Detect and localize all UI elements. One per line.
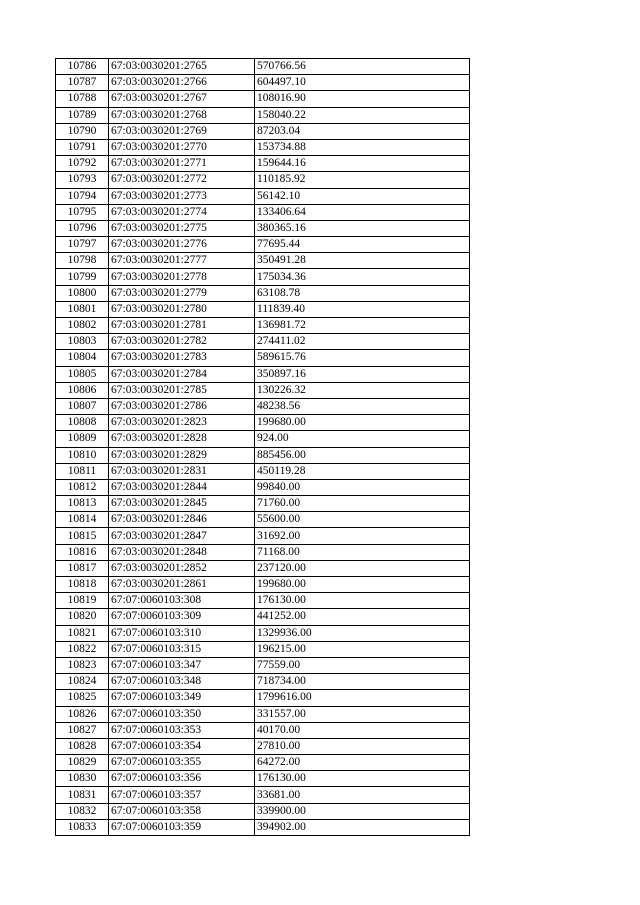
cadastral-value-cell: 924.00 xyxy=(255,431,470,447)
cadastral-value-cell: 111839.40 xyxy=(255,301,470,317)
cadastral-number-cell: 67:03:0030201:2831 xyxy=(109,463,255,479)
row-number-cell: 10820 xyxy=(56,609,109,625)
row-number-cell: 10797 xyxy=(56,237,109,253)
cadastral-number-cell: 67:03:0030201:2768 xyxy=(109,107,255,123)
cadastral-number-cell: 67:03:0030201:2770 xyxy=(109,139,255,155)
cadastral-number-cell: 67:07:0060103:354 xyxy=(109,738,255,754)
row-number-cell: 10833 xyxy=(56,819,109,835)
cadastral-number-cell: 67:03:0030201:2782 xyxy=(109,334,255,350)
cadastral-value-cell: 130226.32 xyxy=(255,382,470,398)
row-number-cell: 10801 xyxy=(56,301,109,317)
cadastral-value-cell: 64272.00 xyxy=(255,755,470,771)
cadastral-number-cell: 67:03:0030201:2861 xyxy=(109,577,255,593)
row-number-cell: 10825 xyxy=(56,690,109,706)
row-number-cell: 10827 xyxy=(56,722,109,738)
row-number-cell: 10802 xyxy=(56,318,109,334)
cadastral-value-cell: 71760.00 xyxy=(255,496,470,512)
table-row xyxy=(56,722,470,738)
table-row xyxy=(56,350,470,366)
row-number-cell: 10786 xyxy=(56,59,109,75)
row-number-cell: 10799 xyxy=(56,269,109,285)
row-number-cell: 10829 xyxy=(56,755,109,771)
cadastral-number-cell: 67:07:0060103:355 xyxy=(109,755,255,771)
row-number-cell: 10823 xyxy=(56,657,109,673)
row-number-cell: 10826 xyxy=(56,706,109,722)
cadastral-number-cell: 67:07:0060103:308 xyxy=(109,593,255,609)
row-number-cell: 10788 xyxy=(56,91,109,107)
cadastral-value-cell: 237120.00 xyxy=(255,560,470,576)
table-row xyxy=(56,819,470,835)
table-row xyxy=(56,657,470,673)
cadastral-number-cell: 67:03:0030201:2775 xyxy=(109,220,255,236)
cadastral-value-cell: 159644.16 xyxy=(255,156,470,172)
row-number-cell: 10790 xyxy=(56,123,109,139)
row-number-cell: 10795 xyxy=(56,204,109,220)
cadastral-number-cell: 67:03:0030201:2779 xyxy=(109,285,255,301)
table-row xyxy=(56,123,470,139)
table-row xyxy=(56,366,470,382)
cadastral-value-cell: 56142.10 xyxy=(255,188,470,204)
row-number-cell: 10798 xyxy=(56,253,109,269)
row-number-cell: 10811 xyxy=(56,463,109,479)
row-number-cell: 10791 xyxy=(56,139,109,155)
cadastral-value-cell: 274411.02 xyxy=(255,334,470,350)
cadastral-value-cell: 176130.00 xyxy=(255,771,470,787)
cadastral-number-cell: 67:03:0030201:2778 xyxy=(109,269,255,285)
cadastral-number-cell: 67:07:0060103:359 xyxy=(109,819,255,835)
table-row xyxy=(56,75,470,91)
table-row xyxy=(56,593,470,609)
cadastral-value-cell: 339900.00 xyxy=(255,803,470,819)
row-number-cell: 10818 xyxy=(56,577,109,593)
cadastral-value-cell: 380365.16 xyxy=(255,220,470,236)
row-number-cell: 10828 xyxy=(56,738,109,754)
table-row xyxy=(56,560,470,576)
row-number-cell: 10812 xyxy=(56,479,109,495)
cadastral-number-cell: 67:07:0060103:348 xyxy=(109,674,255,690)
table-row xyxy=(56,301,470,317)
row-number-cell: 10832 xyxy=(56,803,109,819)
row-number-cell: 10787 xyxy=(56,75,109,91)
cadastral-value-cell: 450119.28 xyxy=(255,463,470,479)
row-number-cell: 10813 xyxy=(56,496,109,512)
cadastral-value-table xyxy=(55,58,470,836)
cadastral-value-cell: 175034.36 xyxy=(255,269,470,285)
cadastral-number-cell: 67:07:0060103:350 xyxy=(109,706,255,722)
cadastral-value-cell: 99840.00 xyxy=(255,479,470,495)
row-number-cell: 10814 xyxy=(56,512,109,528)
row-number-cell: 10796 xyxy=(56,220,109,236)
cadastral-value-cell: 196215.00 xyxy=(255,641,470,657)
cadastral-value-cell: 77695.44 xyxy=(255,237,470,253)
table-body xyxy=(56,59,470,836)
row-number-cell: 10809 xyxy=(56,431,109,447)
cadastral-number-cell: 67:07:0060103:309 xyxy=(109,609,255,625)
table-row xyxy=(56,91,470,107)
table-row xyxy=(56,139,470,155)
cadastral-value-cell: 63108.78 xyxy=(255,285,470,301)
row-number-cell: 10830 xyxy=(56,771,109,787)
cadastral-number-cell: 67:03:0030201:2769 xyxy=(109,123,255,139)
cadastral-number-cell: 67:03:0030201:2847 xyxy=(109,528,255,544)
table-row xyxy=(56,172,470,188)
cadastral-number-cell: 67:03:0030201:2846 xyxy=(109,512,255,528)
table-row xyxy=(56,220,470,236)
table-row xyxy=(56,738,470,754)
cadastral-value-cell: 136981.72 xyxy=(255,318,470,334)
table-row xyxy=(56,204,470,220)
table-row xyxy=(56,463,470,479)
row-number-cell: 10793 xyxy=(56,172,109,188)
row-number-cell: 10822 xyxy=(56,641,109,657)
cadastral-number-cell: 67:07:0060103:349 xyxy=(109,690,255,706)
cadastral-value-cell: 570766.56 xyxy=(255,59,470,75)
row-number-cell: 10804 xyxy=(56,350,109,366)
cadastral-value-cell: 176130.00 xyxy=(255,593,470,609)
cadastral-number-cell: 67:03:0030201:2852 xyxy=(109,560,255,576)
row-number-cell: 10808 xyxy=(56,415,109,431)
row-number-cell: 10805 xyxy=(56,366,109,382)
cadastral-number-cell: 67:03:0030201:2785 xyxy=(109,382,255,398)
cadastral-number-cell: 67:03:0030201:2829 xyxy=(109,447,255,463)
table-row xyxy=(56,771,470,787)
table-row xyxy=(56,609,470,625)
cadastral-value-cell: 350897.16 xyxy=(255,366,470,382)
row-number-cell: 10792 xyxy=(56,156,109,172)
table-row xyxy=(56,447,470,463)
cadastral-value-cell: 589615.76 xyxy=(255,350,470,366)
cadastral-value-cell: 199680.00 xyxy=(255,415,470,431)
cadastral-number-cell: 67:03:0030201:2772 xyxy=(109,172,255,188)
cadastral-number-cell: 67:07:0060103:347 xyxy=(109,657,255,673)
table-row xyxy=(56,382,470,398)
table-row xyxy=(56,755,470,771)
cadastral-number-cell: 67:03:0030201:2780 xyxy=(109,301,255,317)
cadastral-number-cell: 67:03:0030201:2844 xyxy=(109,479,255,495)
row-number-cell: 10807 xyxy=(56,398,109,414)
cadastral-value-cell: 40170.00 xyxy=(255,722,470,738)
row-number-cell: 10816 xyxy=(56,544,109,560)
table-row xyxy=(56,334,470,350)
table-row xyxy=(56,803,470,819)
cadastral-value-cell: 158040.22 xyxy=(255,107,470,123)
row-number-cell: 10821 xyxy=(56,625,109,641)
table-row xyxy=(56,431,470,447)
table-row xyxy=(56,415,470,431)
row-number-cell: 10810 xyxy=(56,447,109,463)
table-row xyxy=(56,285,470,301)
table-row xyxy=(56,107,470,123)
cadastral-value-cell: 885456.00 xyxy=(255,447,470,463)
table-row xyxy=(56,625,470,641)
cadastral-value-cell: 48238.56 xyxy=(255,398,470,414)
cadastral-number-cell: 67:03:0030201:2774 xyxy=(109,204,255,220)
cadastral-number-cell: 67:03:0030201:2767 xyxy=(109,91,255,107)
table-row xyxy=(56,318,470,334)
row-number-cell: 10794 xyxy=(56,188,109,204)
row-number-cell: 10806 xyxy=(56,382,109,398)
cadastral-value-cell: 441252.00 xyxy=(255,609,470,625)
cadastral-value-cell: 153734.88 xyxy=(255,139,470,155)
table-row xyxy=(56,253,470,269)
table-row xyxy=(56,188,470,204)
table-row xyxy=(56,690,470,706)
table-row xyxy=(56,59,470,75)
cadastral-number-cell: 67:07:0060103:353 xyxy=(109,722,255,738)
cadastral-value-cell: 87203.04 xyxy=(255,123,470,139)
cadastral-number-cell: 67:03:0030201:2848 xyxy=(109,544,255,560)
row-number-cell: 10815 xyxy=(56,528,109,544)
cadastral-value-cell: 1329936.00 xyxy=(255,625,470,641)
cadastral-number-cell: 67:03:0030201:2765 xyxy=(109,59,255,75)
cadastral-number-cell: 67:07:0060103:357 xyxy=(109,787,255,803)
cadastral-value-cell: 31692.00 xyxy=(255,528,470,544)
table-row xyxy=(56,237,470,253)
cadastral-value-cell: 133406.64 xyxy=(255,204,470,220)
cadastral-value-cell: 77559.00 xyxy=(255,657,470,673)
cadastral-value-cell: 55600.00 xyxy=(255,512,470,528)
cadastral-value-cell: 110185.92 xyxy=(255,172,470,188)
cadastral-number-cell: 67:07:0060103:310 xyxy=(109,625,255,641)
row-number-cell: 10831 xyxy=(56,787,109,803)
cadastral-number-cell: 67:07:0060103:315 xyxy=(109,641,255,657)
cadastral-number-cell: 67:03:0030201:2773 xyxy=(109,188,255,204)
table-row xyxy=(56,641,470,657)
table-row xyxy=(56,269,470,285)
cadastral-number-cell: 67:03:0030201:2845 xyxy=(109,496,255,512)
cadastral-number-cell: 67:03:0030201:2783 xyxy=(109,350,255,366)
cadastral-number-cell: 67:03:0030201:2786 xyxy=(109,398,255,414)
cadastral-value-cell: 1799616.00 xyxy=(255,690,470,706)
table-row xyxy=(56,544,470,560)
table-row xyxy=(56,156,470,172)
table-row xyxy=(56,512,470,528)
cadastral-value-cell: 71168.00 xyxy=(255,544,470,560)
row-number-cell: 10800 xyxy=(56,285,109,301)
cadastral-value-cell: 27810.00 xyxy=(255,738,470,754)
row-number-cell: 10824 xyxy=(56,674,109,690)
cadastral-number-cell: 67:03:0030201:2828 xyxy=(109,431,255,447)
cadastral-value-cell: 394902.00 xyxy=(255,819,470,835)
cadastral-value-cell: 331557.00 xyxy=(255,706,470,722)
cadastral-value-cell: 718734.00 xyxy=(255,674,470,690)
cadastral-number-cell: 67:03:0030201:2784 xyxy=(109,366,255,382)
cadastral-number-cell: 67:03:0030201:2766 xyxy=(109,75,255,91)
row-number-cell: 10803 xyxy=(56,334,109,350)
cadastral-value-cell: 350491.28 xyxy=(255,253,470,269)
row-number-cell: 10817 xyxy=(56,560,109,576)
table-row xyxy=(56,496,470,512)
table-row xyxy=(56,706,470,722)
table-row xyxy=(56,528,470,544)
cadastral-number-cell: 67:03:0030201:2823 xyxy=(109,415,255,431)
table-row xyxy=(56,398,470,414)
cadastral-number-cell: 67:03:0030201:2781 xyxy=(109,318,255,334)
cadastral-value-cell: 604497.10 xyxy=(255,75,470,91)
table-row xyxy=(56,577,470,593)
table-row xyxy=(56,674,470,690)
cadastral-number-cell: 67:07:0060103:356 xyxy=(109,771,255,787)
cadastral-value-cell: 33681.00 xyxy=(255,787,470,803)
cadastral-value-cell: 108016.90 xyxy=(255,91,470,107)
table-row xyxy=(56,787,470,803)
cadastral-number-cell: 67:03:0030201:2776 xyxy=(109,237,255,253)
cadastral-value-cell: 199680.00 xyxy=(255,577,470,593)
cadastral-number-cell: 67:07:0060103:358 xyxy=(109,803,255,819)
cadastral-number-cell: 67:03:0030201:2777 xyxy=(109,253,255,269)
row-number-cell: 10819 xyxy=(56,593,109,609)
table-row xyxy=(56,479,470,495)
row-number-cell: 10789 xyxy=(56,107,109,123)
cadastral-number-cell: 67:03:0030201:2771 xyxy=(109,156,255,172)
